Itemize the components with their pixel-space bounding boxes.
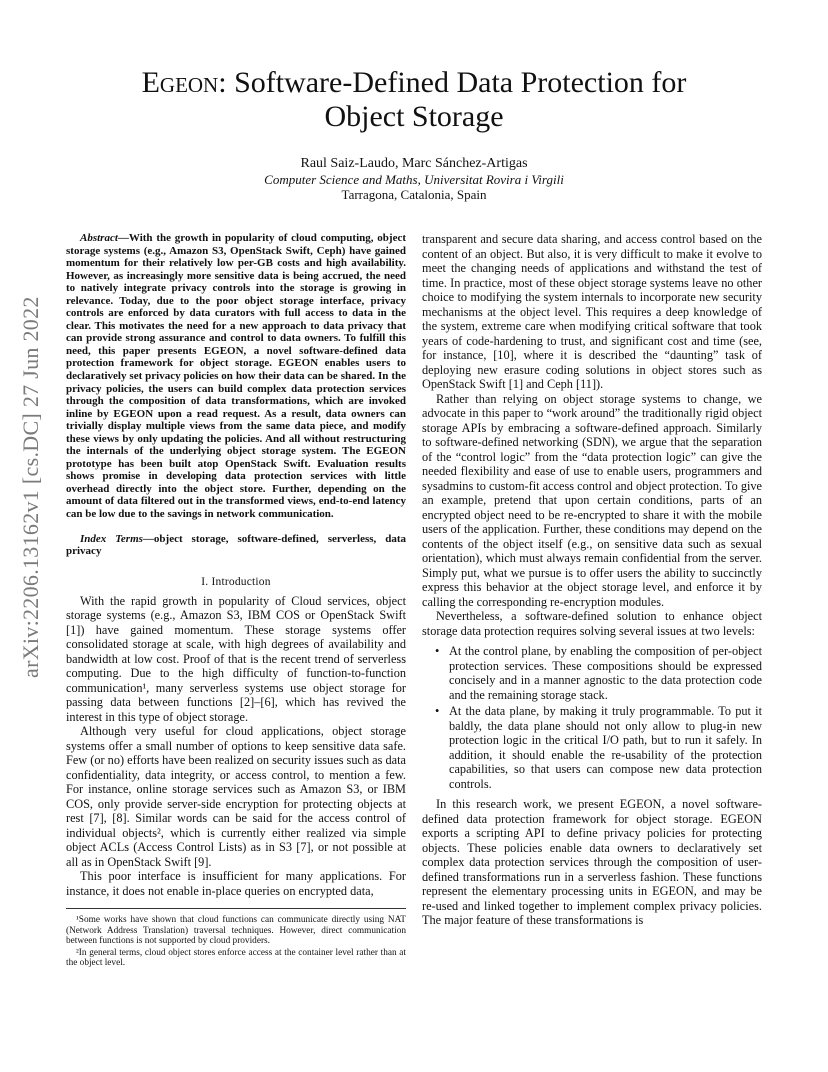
index-terms-text: —object storage, software-defined, serverless, data privacy [66,532,406,558]
left-column [66,232,406,898]
list-item: • At the control plane, by enabling the composition of per-object protection services. These compositions should be expressed concisely and in a manner agnostic to the data protection code and the remaining storage stack. [422,644,762,702]
paper-title [64,66,764,134]
index-terms [66,533,406,558]
section-heading: I. Introduction [201,575,271,588]
right-paragraph-4: In this research work, we present EGEON, a novel software-defined data protection framework for object storage. EGEON exports a scripting API to define privacy policies for protecting objects. These policies enable data owners to declaratively set complex data protection services through the composition of user-defined transformations run in a serverless fashion. These functions represent the elementary processing units in EGEON, and may be re-used and linked together to implement complex privacy policies. The major feature of these transformations is [422,797,762,927]
title-line1-rest: : Software-Defined Data Protection for [218,66,687,99]
title-line2: Object Storage [324,100,504,133]
list-item: • At the data plane, by making it truly programmable. To put it baldly, the data plane should not only allow to plug-in new protection logic in the critical I/O path, but to run it safely. In addition, it should enable the re-usability of the protection capabilities, so that users can compose new data protection controls. [422,704,762,791]
affiliation: Computer Science and Maths, Universitat Rovira i Virgili [264,172,564,187]
abstract-lead: Abstract [80,232,118,244]
index-terms-lead: Index Terms [80,532,143,545]
abstract [66,232,406,521]
intro-paragraph-2: Although very useful for cloud applications, object storage systems offer a small number of options to keep sensitive data safe. Few (or no) efforts have been realized on security issues such as data confidentiality, data integrity, or access control, to mention a few. For instance, online storage services such as Amazon S3, or IBM COS, only provide server-side encryption for protecting objects at rest [7], [8]. Similar words can be said for the access control of individual objects², which is currently either realized via simple object ACLs (Access Control Lists) as in S3 [7], or not possible at all as in OpenStack Swift [9]. [66,724,406,869]
right-column [422,232,762,928]
intro-paragraph-1: With the rapid growth in popularity of Cloud services, object storage systems (e.g., Amazon S3, IBM COS or OpenStack Swift [1]) have gained momentum. These storage systems offer consolidated storage at scale, with high degrees of availability and bandwidth at low cost. Proof of that is the recent trend of serverless computing. Due to the high difficulty of function-to-function communication¹, many serverless systems use object storage for passing data between functions [2]–[6], which has revived the interest in this type of object storage. [66,593,406,724]
right-paragraph-1: transparent and secure data sharing, and access control based on the content of an object. But also, it is very difficult to make it evolve to meet the changing needs of applications and withstand the test of time. In practice, most of these object storage systems leave no other choice to modifying the system internals to incorporate new security mechanisms at the object level. This requires a deep knowledge of the system, extreme care when modifying critical software that took years of code-hardening to trust, and significant cost and time (see, for instance, [10], where it is described the “daunting” task of deploying new erasure coding solutions in object stores such as OpenStack Swift [1] and Ceph [11]). [422,232,762,391]
levels-list [422,644,762,791]
footnote-2: ²In general terms, cloud object stores enforce access at the container level rather than at the object level. [66,947,406,969]
location: Tarragona, Catalonia, Spain [341,187,487,202]
footnotes [66,908,406,970]
arxiv-identifier-text: arXiv:2206.13162v1 [cs.DC] 27 Jun 2022 [18,296,43,678]
footnote-1: ¹Some works have shown that cloud functions can communicate directly using NAT (Network Address Translation) traversal techniques. However, direct communication between functions is not supported by cloud providers. [66,915,406,947]
abstract-text: —With the growth in popularity of cloud computing, object storage systems (e.g., Amazon S3, OpenStack Swift, Ceph) have gained momentum for their relatively low per-GB costs and high availability. However, as increasingly more sensitive data is being accrued, the need to natively integrate privacy controls into the storage is growing in relevance. Today, due to the poor object storage interface, privacy controls are enforced by data curators with full access to data in the clear. This motivates the need for a new approach to data privacy that can provide strong assurance and control to data owners. To fulfill this need, this paper presents EGEON, a novel software-defined data protection framework for object storage. EGEON enables users to declaratively set privacy policies on how their data can be shared. In the privacy policies, the users can build complex data protection services through the composition of data transformations, which are invoked inline by EGEON upon a read request. As a result, data owners can trivially display multiple views from the same data piece, and modify these views by only updating the policies. And all without restructuring the internals of the underlying object storage system. The EGEON prototype has been built atop OpenStack Swift. Evaluation results shows promise in developing data protection services with little overhead directly into the object store. Further, depending on the amount of data filtered out in the transformed views, end-to-end latency can be low due to the savings in network communication. [66,232,406,521]
authors: Raul Saiz-Laudo, Marc Sánchez-Artigas [300,156,528,171]
title-brand: Egeon [141,66,219,99]
right-paragraph-3: Nevertheless, a software-defined solution to enhance object storage data protection requires solving several issues at two levels: [422,609,762,638]
intro-paragraph-3: This poor interface is insufficient for many applications. For instance, it does not enable in-place queries on encrypted data, [66,869,406,898]
right-paragraph-2: Rather than relying on object storage systems to change, we advocate in this paper to “work around” the traditionally rigid object storage APIs by embracing a software-defined approach. Similarly to software-defined networking (SDN), we argue that the separation of the “control logic” from the “data protection logic” can give the needed flexibility and ease of use to enable users, programmers and sysadmins to custom-fit access control and object protection. To give an example, pretend that upon certain conditions, parts of an encrypted object need to be re-encrypted to share it with the mobile users of the application. Further, these conditions may depend on the contents of the object itself (e.g., on sensitive data such as sexual orientation), which must always remain confidential from the server. Simply put, what we pursue is to offer users the ability to succinctly express this behavior at the object storage level, and enforce it by calling the corresponding re-encryption modules. [422,391,762,609]
